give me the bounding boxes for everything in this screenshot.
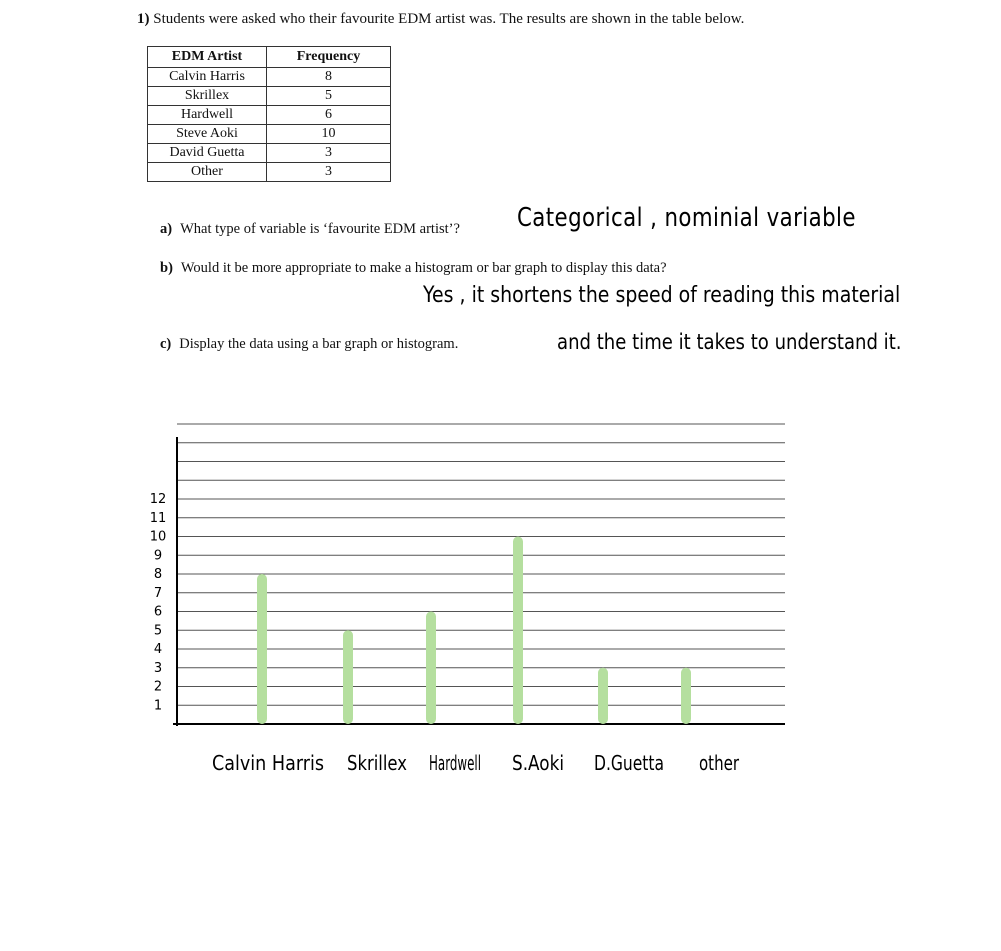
part-b-text: Would it be more appropriate to make a histogram or bar graph to display this data? <box>180 260 667 276</box>
part-b-label: b) <box>160 260 173 276</box>
frequency-cell: 8 <box>267 68 391 87</box>
handwritten-answer-a: Categorical , nominial variable <box>517 203 856 233</box>
y-tick-label: 3 <box>153 660 163 676</box>
artist-cell: Hardwell <box>148 106 267 125</box>
y-tick-label: 6 <box>153 604 163 620</box>
y-tick-label: 1 <box>153 698 163 714</box>
bar <box>343 630 353 724</box>
y-tick-label: 4 <box>153 642 163 657</box>
question-number: 1) <box>137 11 150 27</box>
handwritten-answer-b-line2: and the time it takes to understand it. <box>557 330 902 354</box>
part-a-text: What type of variable is ‘favourite EDM artist’? <box>180 221 460 237</box>
artist-cell: Other <box>148 163 267 182</box>
question-text: Students were asked who their favourite EDM artist was. The results are shown in the table below. <box>153 11 745 27</box>
x-category-label: S.Aoki <box>512 751 564 775</box>
y-tick-label: 8 <box>153 567 163 582</box>
part-c-text: Display the data using a bar graph or histogram. <box>179 336 459 352</box>
bar <box>257 574 267 724</box>
artist-cell: Skrillex <box>148 87 267 106</box>
y-tick-label: 10 <box>149 529 167 545</box>
y-tick-label: 12 <box>149 492 167 507</box>
x-category-label: D.Guetta <box>594 751 664 775</box>
x-category-label: other <box>699 751 740 775</box>
y-tick-label: 11 <box>149 510 167 526</box>
y-tick-label: 5 <box>153 623 163 639</box>
artist-cell: David Guetta <box>148 144 267 163</box>
column-header-artist: EDM Artist <box>148 47 267 68</box>
handwritten-answer-b-line1: Yes , it shortens the speed of reading this material <box>423 283 901 308</box>
y-tick-label: 2 <box>153 679 163 695</box>
bar <box>598 668 608 724</box>
y-tick-label: 9 <box>153 548 163 564</box>
x-category-label: Calvin Harris <box>212 751 324 775</box>
frequency-cell: 6 <box>267 106 391 125</box>
bar <box>513 537 523 725</box>
bar <box>426 612 436 725</box>
part-c-label: c) <box>160 336 172 352</box>
part-a-label: a) <box>160 221 173 237</box>
column-header-frequency: Frequency <box>267 47 391 68</box>
artist-cell: Calvin Harris <box>148 68 267 87</box>
frequency-cell: 5 <box>267 87 391 106</box>
artist-cell: Steve Aoki <box>148 125 267 144</box>
y-tick-label: 7 <box>153 585 163 601</box>
frequency-cell: 10 <box>267 125 391 144</box>
frequency-cell: 3 <box>267 144 391 163</box>
x-category-label: Hardwell <box>429 751 481 775</box>
bar <box>681 668 691 724</box>
frequency-cell: 3 <box>267 163 391 182</box>
x-category-label: Skrillex <box>347 751 408 775</box>
